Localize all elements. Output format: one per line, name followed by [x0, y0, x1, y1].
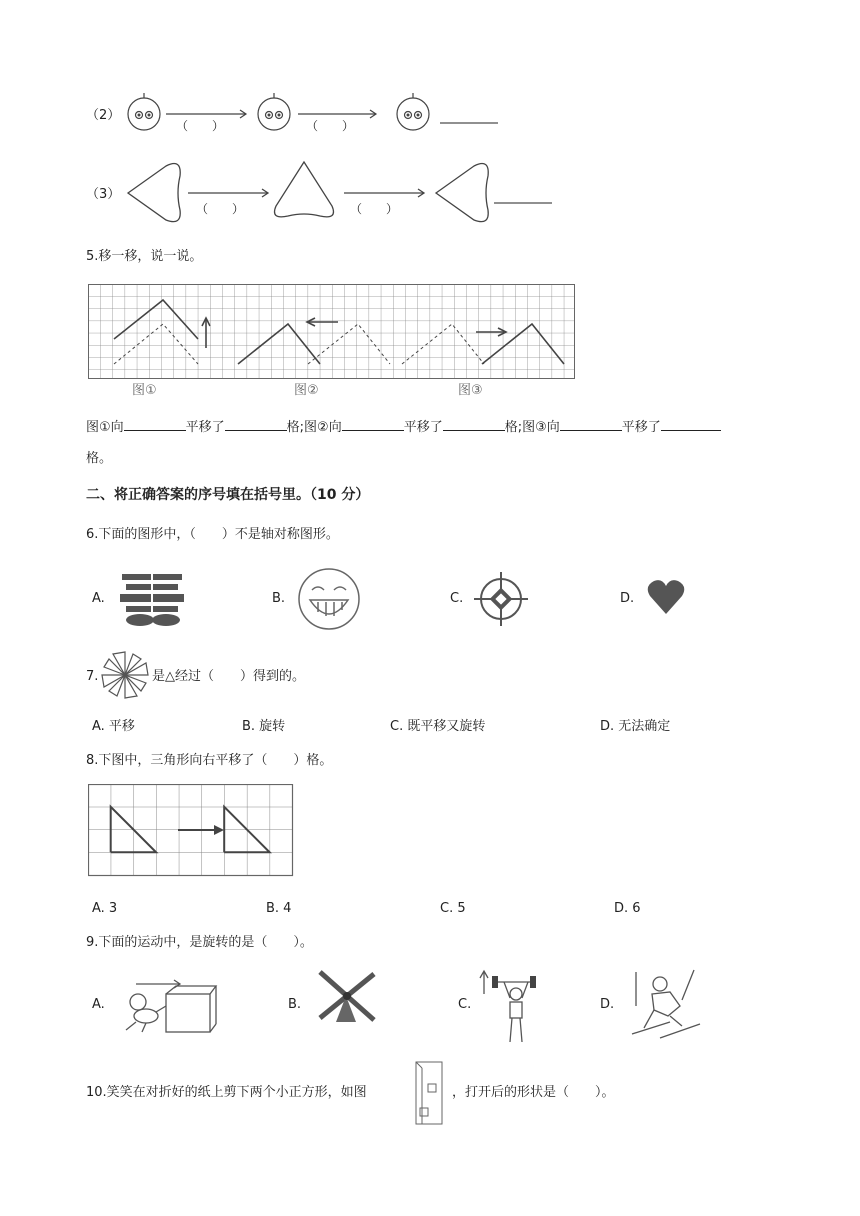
q4-row3-figure	[118, 160, 558, 226]
q9-option-d-skier-icon	[630, 966, 704, 1042]
q9-option-a-push-box-icon	[116, 976, 220, 1036]
q7-number: 7.	[86, 669, 99, 684]
q8-stem: 8.下图中，三角形向右平移了（ ）格。	[86, 753, 333, 768]
q9-option-b-windmill-icon	[310, 966, 384, 1028]
q5-title: 5.移一移，说一说。	[86, 249, 203, 264]
q8-grid-figure	[88, 784, 294, 880]
q5-part-5: 格;图③向	[504, 420, 560, 435]
q5-answer-line-2: 格。	[86, 451, 113, 466]
q8-option-a[interactable]: A. 3	[92, 901, 118, 916]
q5-grid-figure	[88, 284, 576, 380]
q6-option-d-label[interactable]: D.	[620, 591, 635, 606]
q9-option-d-label[interactable]: D.	[600, 997, 615, 1012]
q10-stem-start: 10.笑笑在对折好的纸上剪下两个小正方形，如图	[86, 1085, 367, 1100]
q4-row2-paren-2: （ ）	[306, 119, 355, 133]
q7-option-b[interactable]: B. 旋转	[242, 719, 286, 734]
q5-part-1: 图①向	[86, 420, 124, 435]
q7-option-c[interactable]: C. 既平移又旋转	[390, 719, 486, 734]
q6-option-d-heart-icon	[646, 578, 686, 616]
q7-option-a[interactable]: A. 平移	[92, 719, 135, 734]
q9-option-a-label[interactable]: A.	[92, 997, 105, 1012]
q7-option-d[interactable]: D. 无法确定	[600, 719, 671, 734]
q6-option-c-label[interactable]: C.	[450, 591, 464, 606]
q7-pinwheel-icon	[100, 650, 150, 700]
q8-option-c[interactable]: C. 5	[440, 901, 466, 916]
q5-blank-5[interactable]	[560, 418, 622, 431]
q5-blank-3[interactable]	[342, 418, 404, 431]
q9-stem: 9.下面的运动中，是旋转的是（ ）。	[86, 935, 313, 950]
q5-fig-label-2: 图②	[294, 383, 319, 398]
q5-part-3: 格;图②向	[286, 420, 342, 435]
q5-part-2: 平移了	[185, 420, 225, 435]
q6-option-a-double-happiness-icon	[116, 570, 190, 628]
q5-part-6: 平移了	[621, 420, 661, 435]
q6-option-a-label[interactable]: A.	[92, 591, 105, 606]
q5-fig-label-3: 图③	[458, 383, 483, 398]
q5-blank-1[interactable]	[124, 418, 186, 431]
q9-option-b-label[interactable]: B.	[288, 997, 302, 1012]
q5-part-4: 平移了	[403, 420, 443, 435]
q4-row3-paren-1: （ ）	[196, 202, 245, 216]
section-2-title: 二、将正确答案的序号填在括号里。（10 分）	[86, 487, 370, 503]
q4-row3-label: （3）	[86, 187, 121, 202]
q6-option-b-label[interactable]: B.	[272, 591, 286, 606]
q6-option-c-emblem-icon	[470, 570, 532, 628]
q5-blank-4[interactable]	[443, 418, 505, 431]
q5-fig-label-1: 图①	[132, 383, 157, 398]
q5-blank-2[interactable]	[225, 418, 287, 431]
q7-stem: 是△经过（ ）得到的。	[152, 669, 305, 684]
q10-folded-paper-figure	[414, 1060, 444, 1126]
q5-blank-6[interactable]	[661, 418, 721, 431]
q6-option-b-smiley-icon	[296, 566, 362, 632]
q8-option-d[interactable]: D. 6	[614, 901, 641, 916]
q5-answer-line-1	[86, 418, 721, 437]
q10-stem-end: ，打开后的形状是（ ）。	[452, 1085, 615, 1100]
q4-row2-paren-1: （ ）	[176, 119, 225, 133]
q4-row3-paren-2: （ ）	[350, 202, 399, 216]
q9-option-c-label[interactable]: C.	[458, 997, 472, 1012]
q9-option-c-weightlifter-icon	[478, 966, 542, 1046]
q6-stem: 6.下面的图形中，（ ）不是轴对称图形。	[86, 527, 339, 542]
q8-option-b[interactable]: B. 4	[266, 901, 292, 916]
q4-row2-label: （2）	[86, 108, 121, 123]
